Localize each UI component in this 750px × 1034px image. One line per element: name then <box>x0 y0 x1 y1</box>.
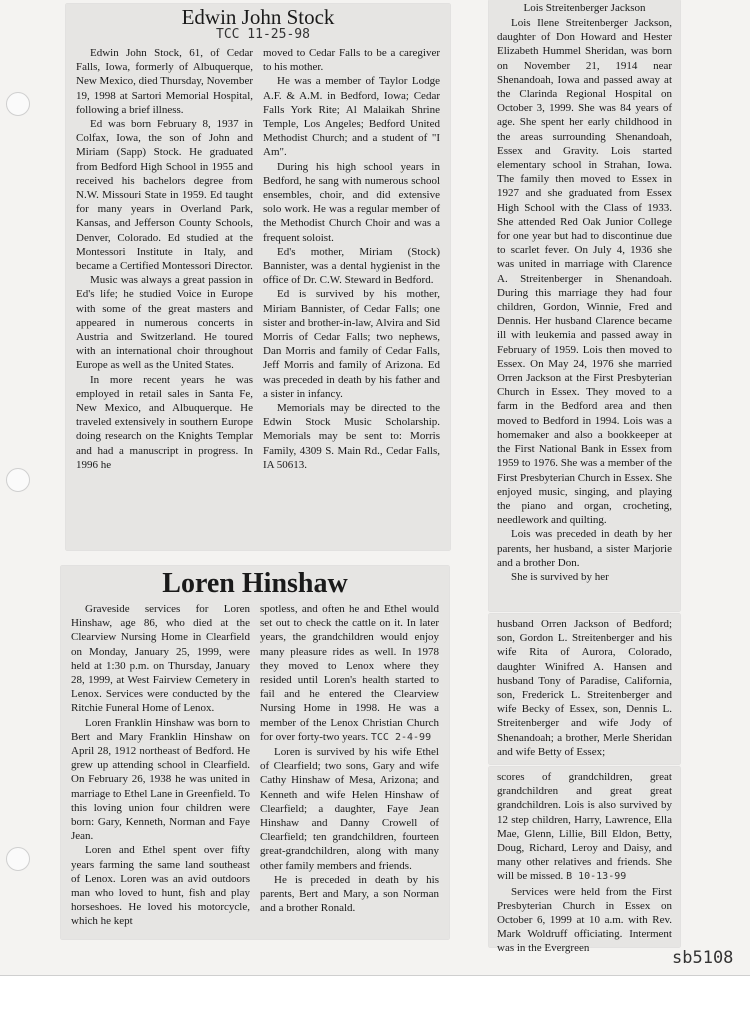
paragraph: In more recent years he was employed in retail sales in Santa Fe, New Mexico, and Albuquerque. He traveled extensively in southern Europe doing research on the Knights Templar and had a manuscript in progress. In 1996 he <box>76 373 253 471</box>
obituary-title: Loren Hinshaw <box>162 568 348 599</box>
handwritten-date-note: TCC 11-25-98 <box>216 27 310 42</box>
paragraph: Ed is survived by his mother, Miriam Bannister, of Cedar Falls; one sister and brother-in-law, Alvira and Sid Morris of Cedar Falls; two nephews, Dan Morris and family of Cedar Falls, Jeff Morris and family of Arizona. Ed was preceded in death by his father and a sister in infancy. <box>263 288 440 400</box>
paragraph: Lois was preceded in death by her parents, her husband, a sister Marjorie and a brother Don. <box>497 528 672 569</box>
punch-hole <box>6 468 30 492</box>
paragraph: He is preceded in death by his parents, Bert and Mary, a son Norman and a brother Ronald. <box>260 873 439 915</box>
paragraph: Edwin John Stock, 61, of Cedar Falls, Iowa, formerly of Albuquerque, New Mexico, died Thursday, November 19, 1998 at Sartori Memorial Hospital, following a brief illness. <box>76 47 253 116</box>
paragraph: Loren and Ethel spent over fifty years farming the same land southeast of Lenox. Loren was an avid outdoors man who loved to hunt, fish and play horseshoes. He loved his motorcycle, which he kept <box>71 844 250 928</box>
paragraph: Ed's mother, Miriam (Stock) Bannister, was a dental hygienist in the office of Dr. C.W. Steward in Bedford. <box>263 245 440 287</box>
obituary-title: Lois Streitenberger Jackson <box>523 2 646 14</box>
obituary-lois-jackson <box>489 0 680 611</box>
handwritten-date-note: TCC 2-4-99 <box>370 731 432 743</box>
paragraph: Lois Ilene Streitenberger Jackson, daughter of Don Howard and Hester Elizabeth Hummel Sheridan, was born on November 21, 1914 near Shenandoah, Iowa and passed away at the Clarinda Regional Hospital on October 3, 1999. She was 84 years of age. She spent her early childhood in the areas surrounding Shenandoah, Essex and Gravity. Lois started elementary school in Strahan, Iowa. The family then moved to Essex in 1927 and she graduated from Essex High School with the Class of 1933. She attended Red Oak Junior College for one year but had to discontinue due to scarlet fever. On July 4, 1936 she was united in marriage with Clarence A. Streitenberger in Shenandoah. During this marriage they had four children, Gordon, Winnie, Fred and Dennis. Her husband Clarence became ill with leukemia and passed away in February of 1959. Lois then moved to Essex. On May 24, 1976 she married Orren Jackson at the First Presbyterian Church in Essex. They moved to a farm in the Bedford area and then moved to Bedford in 1994. Lois was a homemaker and also a bookkeeper at the First National Bank in Essex from 1959 to 1976. She was a member of the First Presbyterian Church in Essex. She enjoyed music, singing, and playing the piano and organ, crocheting, needlework and quilting. <box>497 17 672 527</box>
punch-hole <box>6 847 30 871</box>
obituary-lois-continued <box>489 614 680 764</box>
obituary-edwin-stock <box>66 4 450 550</box>
paragraph-text: spotless, and often he and Ethel would set out to check the cattle on it. In later years, the grandchildren would enjoy many pleasure rides as well. In 1978 they moved to Lenox where they resided until Loren's health started to fail and he entered the Clearview Nursing Home in 1998. He was a member of the Lenox Christian Church for over forty-two years. <box>260 603 439 743</box>
obituary-lois-continued <box>489 767 680 955</box>
paragraph: Memorials may be directed to the Edwin Stock Music Scholarship. Memorials may be sent to: Morris Family, 4309 S. Main Rd., Cedar Falls, IA 50613. <box>263 402 440 471</box>
paragraph: She is survived by her <box>511 570 609 583</box>
punch-hole <box>6 92 30 116</box>
paragraph <box>260 602 439 745</box>
paragraph: Music was always a great passion in Ed's life; he studied Voice in Europe with some of the great masters and appeared in numerous concerts in Austria and Switzerland. He toured with an international choir throughout Europe as well as the United States. <box>76 274 253 372</box>
paragraph: husband Orren Jackson of Bedford; son, Gordon L. Streitenberger and his wife Rita of Aurora, Colorado, daughter Winifred A. Hansen and husband Tony of Paradise, California, son, Frederick L. Streitenberger and wife Becky of Essex, son, Dennis L. Streitenberger and wife Jody of Shenandoah; a brother, Merle Sheridan and wife Betty of Essex; <box>497 618 672 758</box>
paragraph: Services were held from the First Presbyterian Church in Essex on October 6, 1999 at 10 a.m. with Rev. Mark Woldruff officiating. Interment was in the Evergreen <box>497 885 672 955</box>
handwritten-page-number: sb5108 <box>672 948 734 968</box>
paragraph-text: scores of grandchildren, great grandchildren and great great grandchildren. Lois is also survived by 12 step children, Harry, Lawrence, Ella Mae, Glenn, Lillie, Bill Eldon, Betty, Doug, Richard, Leroy and Daisy, and many other relatives and friends. She will be missed. <box>497 771 672 883</box>
paragraph: He was a member of Taylor Lodge A.F. & A.M. in Bedford, Iowa; Cedar Falls York Rite; Al Malaikah Shrine Temple, Los Angeles; Bedford United Methodist Church; and a student of "I Am". <box>263 75 440 159</box>
paragraph: moved to Cedar Falls to be a caregiver to his mother. <box>263 47 440 74</box>
paragraph <box>497 770 672 885</box>
paragraph: Graveside services for Loren Hinshaw, age 86, who died at the Clearview Nursing Home in Clearfield on Monday, January 25, 1999, were held at 1:30 p.m. on Thursday, January 28, 1999, at West Fairview Cemetery in Lenox. Services were conducted by the Ritchie Funeral Home of Lenox. <box>71 603 250 715</box>
paragraph: Loren is survived by his wife Ethel of Clearfield; two sons, Gary and wife Cathy Hinshaw of Mesa, Arizona; and Kenneth and wife Helen Hinshaw of Clearfield; a daughter, Faye Jean Hinshaw and Danny Crowell of Clearfield; ten grandchildren, fourteen great-grandchildren, along with many other family members and friends. <box>260 746 439 872</box>
obituary-loren-hinshaw <box>61 566 449 939</box>
paragraph: During his high school years in Bedford, he sang with numerous school ensembles, choir, and did extensive solo work. He was a regular member of the Methodist Church Choir and was a frequent soloist. <box>263 160 440 244</box>
obituary-title: Edwin John Stock <box>181 5 335 29</box>
page-bottom-margin <box>0 975 750 1034</box>
paragraph: Loren Franklin Hinshaw was born to Bert and Mary Franklin Hinshaw on April 28, 1912 northeast of Bedford. He grew up attending school in Clearfield. On February 26, 1938 he was united in marriage to Ethel Lane in Greenfield. To this loving union four children were born: Gary, Kenneth, Norman and Faye Jean. <box>71 716 250 843</box>
paragraph: Ed was born February 8, 1937 in Colfax, Iowa, the son of John and Miriam (Sapp) Stock. He graduated from Bedford High School in 1955 and received his bachelors degree from N.W. Missouri State in 1959. Ed taught for many years in Overland Park, Kansas, and Jefferson County Schools, Denver, Colorado. Ed studied at the Montessori Institute in Italy, and became a Certified Montessori Director. <box>76 118 253 273</box>
handwritten-date-note: B 10-13-99 <box>566 871 627 883</box>
